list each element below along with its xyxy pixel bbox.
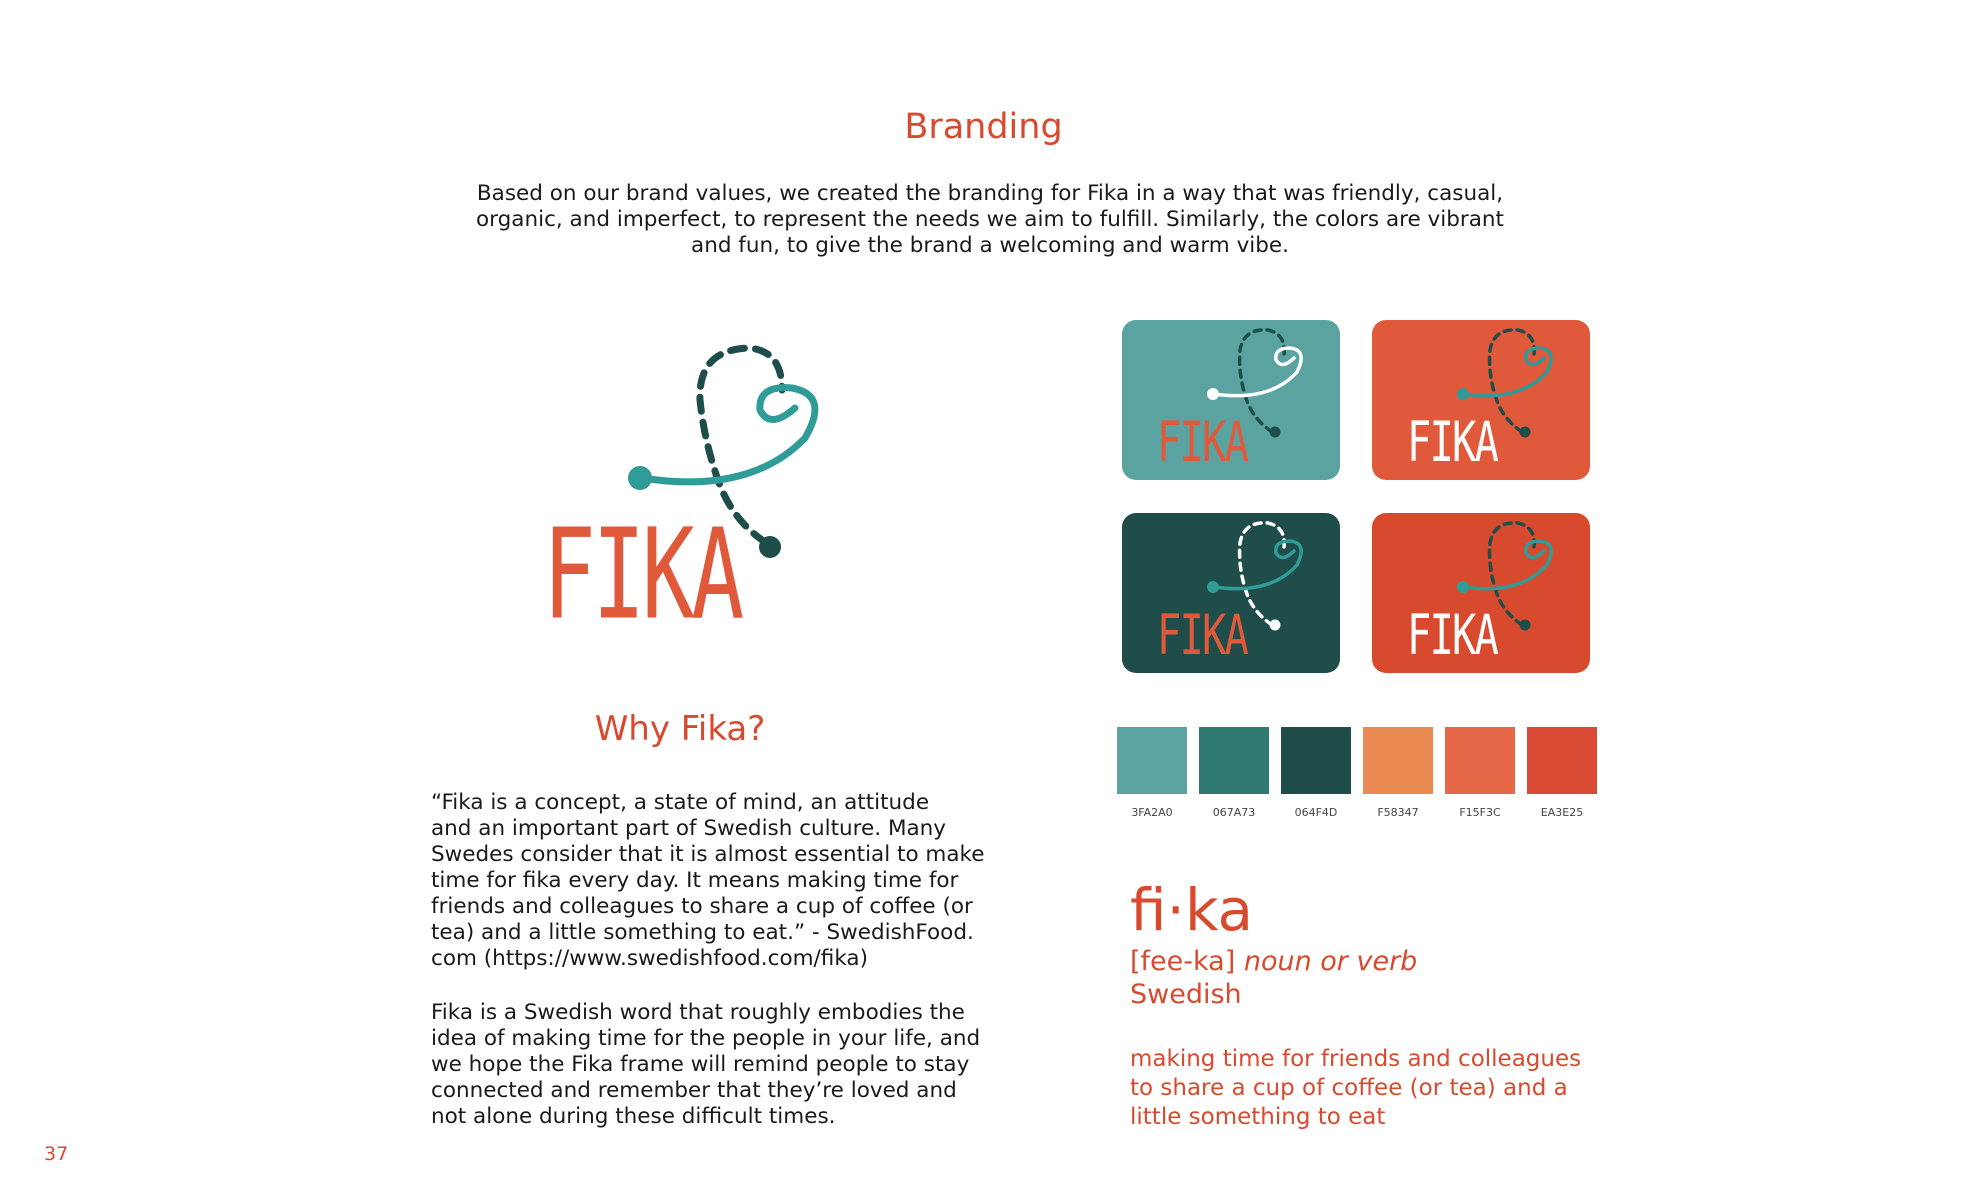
color-swatch (1363, 727, 1433, 794)
color-swatch-label: F15F3C (1459, 806, 1501, 819)
logo-dark-dot-icon (759, 536, 781, 558)
color-swatch (1527, 727, 1597, 794)
logo-variant-card (1372, 513, 1590, 673)
logo-wordmark: FIKA (542, 503, 741, 640)
logo-curl-icon (1214, 348, 1301, 396)
page-number: 37 (44, 1143, 69, 1165)
variant-wordmark: FIKA (1156, 411, 1248, 475)
logo-curl-icon (1464, 541, 1551, 589)
fika-logo (520, 330, 860, 640)
logo-curl-icon (1214, 541, 1301, 589)
logo-dot-icon (1457, 388, 1469, 400)
logo-dot-icon (1457, 581, 1469, 593)
why-fika-heading: Why Fika? (594, 709, 766, 749)
color-swatch-label: F58347 (1377, 806, 1419, 819)
color-swatch (1281, 727, 1351, 794)
logo-dot-icon (1207, 581, 1219, 593)
variant-wordmark: FIKA (1406, 411, 1498, 475)
definition-pronunciation (1130, 945, 1417, 979)
logo-teal-dot-icon (628, 466, 652, 490)
logo-dot-icon (1270, 427, 1281, 438)
definition-meaning: making time for friends and colleagues to share a cup of coffee (or tea) and a little something to eat (1130, 1046, 1582, 1130)
page-title: Branding (904, 107, 1063, 147)
logo-variant-card (1372, 320, 1590, 480)
color-swatch (1445, 727, 1515, 794)
variant-wordmark: FIKA (1156, 604, 1248, 668)
logo-dot-icon (1520, 620, 1531, 631)
color-swatch-label: 3FA2A0 (1131, 806, 1173, 819)
color-swatch-label: 067A73 (1212, 806, 1256, 819)
logo-dot-icon (1520, 427, 1531, 438)
logo-curl-icon (1464, 348, 1551, 396)
logo-dot-icon (1207, 388, 1219, 400)
fika-quote: “Fika is a concept, a state of mind, an attitude and an important part of Swedish culture. Many Swedes consider that it is almost essential to make time for fika every day. It means making time for friends and colleagues to share a cup of coffee (or tea) and a little something to eat.” - SwedishFood. com (https://www.swedishfood.com/fika) (431, 790, 985, 971)
fika-explanation: Fika is a Swedish word that roughly embodies the idea of making time for the people in your life, and we hope the Fika frame will remind people to stay connected and remember that they’re loved and not alone during these difficult times. (431, 1000, 981, 1129)
color-swatch (1117, 727, 1187, 794)
color-swatch-label: 064F4D (1294, 806, 1338, 819)
variant-wordmark: FIKA (1406, 604, 1498, 668)
color-swatch (1199, 727, 1269, 794)
intro-paragraph: Based on our brand values, we created the branding for Fika in a way that was friendly, casual, organic, and imperfect, to represent the needs we aim to fulfill. Similarly, the colors are vibrant and fun, to give the brand a welcoming and warm vibe. (476, 181, 1504, 258)
definition-language: Swedish (1130, 979, 1242, 1010)
color-swatch-label: EA3E25 (1540, 806, 1584, 819)
part-of-speech: noun or verb (1243, 946, 1418, 977)
logo-dot-icon (1270, 620, 1281, 631)
logo-variant-card (1122, 320, 1340, 480)
logo-curl-icon (642, 388, 815, 482)
definition-word: fi·ka (1130, 876, 1254, 944)
logo-variant-card (1122, 513, 1340, 673)
pronunciation-text: [fee-ka] (1130, 946, 1236, 977)
